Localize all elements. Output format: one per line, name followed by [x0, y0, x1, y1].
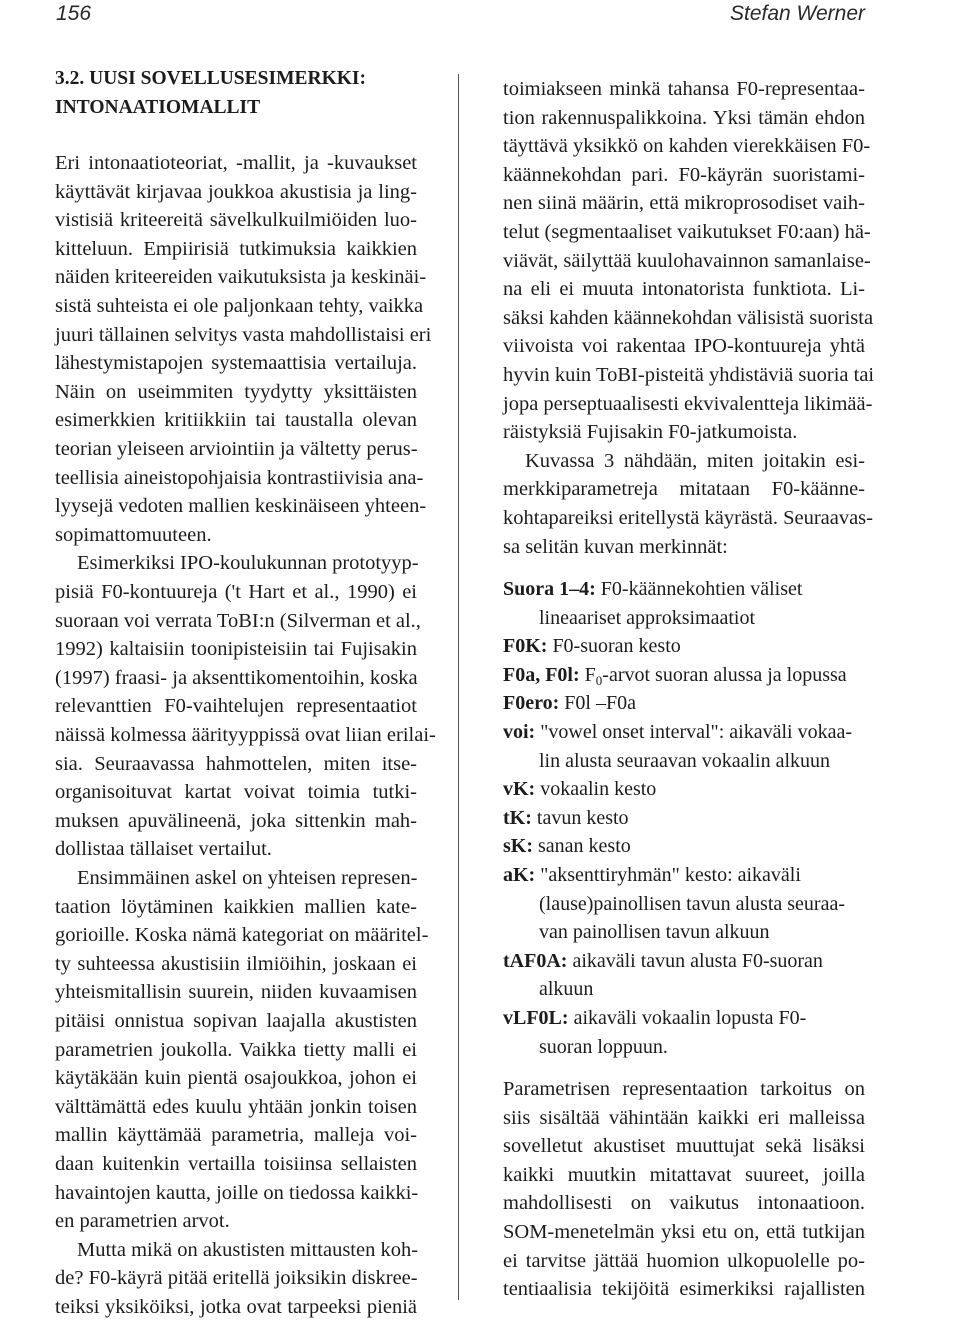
glossary-term: aK: [503, 864, 536, 886]
text-line: parametrien joukolla. Vaikka tietty malli ei [55, 1038, 417, 1061]
glossary-term: vK: [503, 778, 536, 801]
glossary-entry [503, 718, 852, 747]
text-line: juuri tällainen selvitys vasta mahdollistaisi eri [55, 323, 432, 346]
glossary-definition: F0-suoran kesto [552, 635, 681, 658]
text-line: esimerkkien kritiikkiin tai taustalla olevan [55, 409, 417, 432]
glossary-term: vLF0L: [503, 1007, 569, 1029]
text-line: na eli ei muuta intonatorista funktiota. Li- [503, 278, 865, 301]
text-line: nen siinä määrin, että mikroprosodiset vaih- [503, 192, 865, 215]
text-line: organisoituvat kartat voivat toimia tutki- [55, 781, 417, 804]
text-line: sistä suhteista ei ole paljonkaan tehty, vaikka [55, 295, 424, 317]
column-divider [458, 74, 459, 1300]
glossary-definition: "aksenttiryhmän" kesto: aikaväli [540, 864, 801, 886]
glossary-term: F0a, F0l: [503, 663, 580, 686]
glossary-entry [503, 661, 847, 690]
text-line: sa selitän kuvan merkinnät: [503, 535, 728, 558]
glossary-entry [503, 804, 629, 833]
text-line: täyttävä yksikkö on kahden vierekkäisen F0- [503, 135, 871, 158]
glossary-definition: -arvot suoran alussa ja lopussa [602, 663, 847, 686]
text-line: de? F0-käyrä pitää eritellä joiksikin diskree- [55, 1267, 418, 1290]
glossary-term: F0K: [503, 635, 548, 658]
text-line: sia. Seuraavassa hahmottelen, miten itse- [55, 752, 417, 775]
glossary-definition: aikaväli vokaalin lopusta F0- [573, 1007, 807, 1029]
glossary-term: tK: [503, 806, 532, 829]
text-line: räistyksiä Fujisakin F0-jatkumoista. [503, 421, 798, 444]
text-line: teiksi yksiköiksi, jotka ovat tarpeeksi pieniä [55, 1296, 417, 1318]
text-line: Parametrisen representaation tarkoitus on [503, 1078, 865, 1100]
glossary-definition: vokaalin kesto [540, 778, 657, 801]
text-line: Eri intonaatioteoriat, -mallit, ja -kuvaukset [55, 152, 417, 174]
glossary-definition: sanan kesto [538, 835, 631, 858]
text-line: tion rakennuspalikkoina. Yksi tämän ehdon [503, 106, 865, 129]
section-heading: INTONAATIOMALLIT [55, 97, 261, 118]
text-line: jopa perseptuaalisesti ekvivalentteja likimää- [503, 392, 873, 415]
text-line: Esimerkiksi IPO-koulukunnan prototyyp- [77, 552, 419, 575]
text-line: Ensimmäinen askel on yhteisen represen- [77, 867, 418, 889]
running-head: Stefan Werner [729, 2, 865, 25]
text-line: Näin on useimmiten tyydytty yksittäisten [55, 380, 417, 403]
glossary-continuation: (lause)painollisen tavun alusta seuraa- [539, 892, 845, 915]
text-line: teellisia aineistopohjaisia kontrastiivisia ana- [55, 466, 424, 489]
text-line: sovelletut akustiset muuttujat sekä lisäksi [503, 1135, 865, 1158]
glossary-continuation: alkuun [539, 978, 594, 1001]
text-line: taation löytäminen kaikkien mallien kate- [55, 895, 417, 918]
text-line: vistisiä kriteereitä sävelkulkuilmiöiden luo- [55, 209, 417, 232]
text-line: teorian yleiseen arviointiin ja vältetty perus- [55, 438, 418, 460]
text-line: välttämättä edes kuulu yhtään jonkin toisen [55, 1095, 417, 1118]
text-line: yhteismitallisin suurein, niiden kuvaamisen [55, 981, 417, 1004]
glossary-entry [503, 861, 801, 890]
glossary-definition: "vowel onset interval": aikaväli vokaa- [540, 721, 852, 743]
text-line: säksi kahden käännekohdan välisistä suorista [503, 306, 874, 329]
glossary-term: Suora 1–4: [503, 578, 596, 600]
glossary-definition: F0-käännekohtien väliset [600, 578, 803, 600]
glossary-entry [503, 575, 802, 604]
text-line: hyvin kuin ToBI-pisteitä yhdistäviä suoria tai [503, 364, 875, 386]
glossary-def-subscript: 0 [595, 672, 603, 688]
glossary-continuation: lin alusta seuraavan vokaalin alkuun [539, 749, 831, 772]
glossary-continuation: lineaariset approksimaatiot [539, 606, 756, 629]
glossary-entry [503, 1004, 806, 1033]
text-line: pitäisi onnistua sopivan laajalla akustisten [55, 1010, 417, 1032]
glossary-term: sK: [503, 835, 533, 858]
glossary-term: voi: [503, 721, 536, 743]
text-line: pisiä F0-kontuureja ('t Hart et al., 1990) ei [55, 581, 417, 603]
text-line: SOM-menetelmän yksi etu on, että tutkijan [503, 1221, 865, 1243]
text-line: käännekohdan pari. F0-käyrän suoristami- [503, 163, 865, 186]
glossary-def-prefix: F [584, 663, 596, 686]
text-line: telut (segmentaaliset vaikutukset F0:aan) hä- [503, 221, 871, 243]
glossary-continuation: van painollisen tavun alkuun [539, 921, 770, 944]
glossary-definition: tavun kesto [536, 806, 629, 829]
glossary-entry [503, 632, 681, 661]
text-line: käytäkään kuin pientä osajoukkoa, johon ei [55, 1067, 417, 1090]
text-line: näissä kolmessa äärityyppissä ovat liian erilai- [55, 724, 436, 746]
text-line: kitteluun. Empiirisiä tutkimuksia kaikkien [55, 237, 417, 260]
glossary-entry [503, 689, 636, 718]
text-line: toimiakseen minkä tahansa F0-representaa- [503, 78, 865, 100]
text-line: käyttävät kirjavaa joukkoa akustisia ja ling- [55, 180, 417, 203]
glossary-entry [503, 947, 823, 976]
glossary-entry [503, 832, 631, 861]
text-line: sopimattomuuteen. [55, 523, 212, 546]
text-line: viävät, säilyttää kuulohavainnon samanlaise- [503, 249, 871, 272]
text-line: daan kuitenkin vertailla toisiinsa sellaisten [55, 1153, 417, 1175]
glossary-definition: aikaväli tavun alusta F0-suoran [572, 949, 823, 972]
section-heading: 3.2. UUSI SOVELLUSESIMERKKI: [55, 68, 366, 89]
page-number: 156 [56, 2, 92, 25]
text-line: mahdollisesti on vaikutus intonaatioon. [503, 1192, 865, 1215]
text-line: siis sisältää vähintään kaikki eri malleissa [503, 1106, 865, 1129]
text-line: kaikki muutkin mitattavat suureet, joilla [503, 1163, 865, 1186]
text-line: muksen apuvälineenä, joka sittenkin mah- [55, 809, 417, 832]
text-line: gorioille. Koska nämä kategoriat on määritel- [55, 924, 429, 947]
text-line: näiden kriteereiden vaikutuksista ja keskinäi- [55, 266, 427, 289]
text-line: ei tarvitse jättää huomion ulkopuolelle po- [503, 1249, 865, 1272]
text-line: dollistaa tällaiset vertailut. [55, 838, 272, 861]
text-line: tentiaalisia tekijöitä esimerkiksi rajallisten [503, 1278, 865, 1301]
glossary-term: tAF0A: [503, 949, 568, 972]
text-line: kohtapareiksi eritellystä käyrästä. Seuraavas- [503, 507, 873, 529]
glossary-term: F0ero: [503, 692, 560, 715]
text-line: suoraan voi verrata ToBI:n (Silverman et al., [55, 609, 421, 632]
glossary-continuation: suoran loppuun. [539, 1035, 668, 1058]
text-line: lähestymistapojen systemaattisia vertailuja. [55, 352, 417, 375]
text-line: merkkiparametreja mitataan F0-käänne- [503, 478, 865, 501]
text-line: viivoista voi rakentaa IPO-kontuureja yhtä [503, 335, 865, 358]
text-line: mallin käyttämää parametria, malleja voi- [55, 1124, 417, 1147]
text-line: Mutta mikä on akustisten mittausten koh- [77, 1238, 419, 1261]
text-line: 1992) kaltaisiin toonipisteisiin tai Fujisakin [55, 638, 417, 661]
text-line: lyysejä vedoten mallien keskinäiseen yhteen- [55, 495, 427, 518]
text-line: en parametrien arvot. [55, 1210, 230, 1233]
text-line: ty suhteessa akustisiin ilmiöihin, joskaan ei [55, 952, 417, 975]
text-line: Kuvassa 3 nähdään, miten joitakin esi- [525, 449, 865, 472]
text-line: havaintojen kautta, joille on tiedossa kaikki- [55, 1181, 419, 1204]
text-line: relevanttien F0-vaihtelujen representaatiot [55, 695, 417, 718]
glossary-entry [503, 775, 656, 804]
glossary-definition: F0l –F0a [564, 692, 636, 715]
text-line: (1997) fraasi- ja aksenttikomentoihin, koska [55, 666, 418, 689]
